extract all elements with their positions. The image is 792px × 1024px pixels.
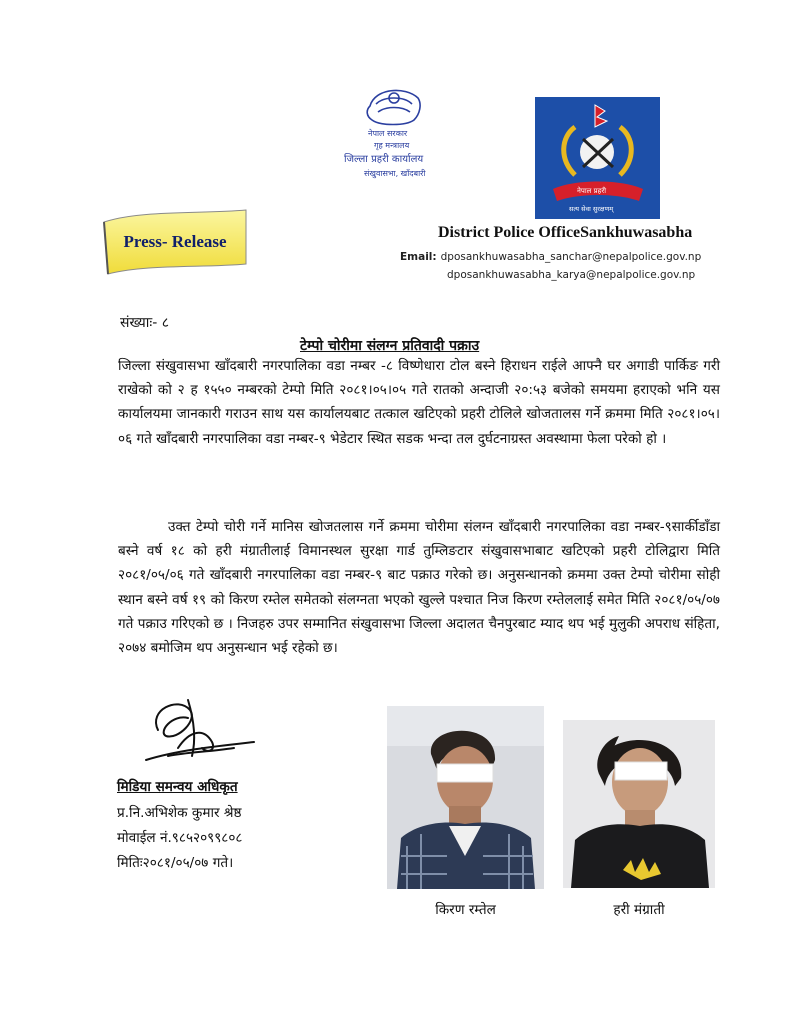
document-title: टेम्पो चोरीमा संलग्न प्रतिवादी पक्राउ [300,338,480,354]
email-line-1 [400,251,740,263]
signatory-name: प्र.नि.अभिशेक कुमार श्रेष्ठ [117,805,242,821]
body-paragraph-1: जिल्ला संखुवासभा खाँदबारी नगरपालिका वडा नम्बर -८ विष्णेधारा टोल बस्ने हिराधन राईले आफ्नै घर अगाडी पार्किङ गरी राखेको को २ ह १५५० नम्बरको टेम्पो मिति २०८१।०५।०५ गते रातको अन्दाजी २०:५३ बजेको समयमा हराएको भनि यस कार्यालयमा जानकारी गराउन साथ यस कार्यालयबाट तत्काल खटिएको प्रहरी टोलिले खोजतालस गर्ने क्रममा मिति २०८१।०५।०६ गते खाँदबारी नगरपालिका वडा नम्बर-९ भेडेटार स्थित सडक भन्दा तल दुर्घटनाग्रस्त अवस्थामा फेला परेको हो । [118,358,720,447]
seal-text-2: गृह मन्त्रालय [374,141,410,150]
press-release-label: Press- Release [123,232,227,251]
signatory-role: मिडिया समन्वय अधिकृत [117,779,238,795]
government-seal-logo [330,84,450,190]
signatory-mobile: मोवाईल नं.९८५२०९९८०८ [117,830,243,846]
police-logo-motto: सत्य सेवा सुरक्षणम् [569,205,614,213]
signatory-date: मितिः२०८१/०५/०७ गते। [117,855,234,871]
body-paragraph-2: उक्त टेम्पो चोरी गर्ने मानिस खोजतलास गर्ने क्रममा चोरीमा संलग्न खाँदबारी नगरपालिका वडा नम्बर-९सार्कीडाँडा बस्ने वर्ष १८ को हरी मंग्रातीलाई विमानस्थल सुरक्षा गार्ड तुम्लिङटार संखुवासभाबाट खटिएको प्रहरी टोलिद्वारा मिति २०८१/०५/०६ गते खाँदबारी नगरपालिका वडा नम्बर-९ बाट पक्राउ गरेको छ। अनुसन्धानको क्रममा उक्त टेम्पो चोरीमा सोही स्थान बस्ने वर्ष १९ को किरण रम्तेल समेतको संलग्नता भएको खुल्ले पश्चात निज किरण रम्तेललाई समेत मिति २०८१/०५/०७ गते पक्राउ गरिएको छ । निजहरु उपर सम्मानित संखुवासभा जिल्ला अदालत चैनपुरबाट म्याद थप भई मुलुकी अपराध संहिता, २०७४ बमोजिम थप अनुसन्धान भई रहेको छ। [118,519,720,657]
email-label: Email: [400,251,437,263]
photo-caption-1: किरण रम्तेल [435,902,496,918]
seal-text-4: संखुवासभा, खाँदबारी [364,169,426,178]
email-address-2[interactable]: dposankhuwasabha_karya@nepalpolice.gov.np [447,269,696,281]
reference-number: संख्याः- ८ [120,315,170,331]
police-logo-text: नेपाल प्रहरी [577,187,607,195]
office-title: District Police OfficeSankhuwasabha [438,224,693,241]
seal-text-3: जिल्ला प्रहरी कार्यालय [344,154,424,165]
signature [138,690,258,768]
photo-caption-2: हरी मंग्राती [613,902,665,918]
suspect-photo-2 [563,720,715,888]
seal-text-1: नेपाल सरकार [368,129,408,138]
nepal-police-logo [535,97,660,219]
suspect-photo-1 [387,706,544,889]
press-release-banner [100,208,250,276]
email-address-1[interactable]: dposankhuwasabha_sanchar@nepalpolice.gov.np [440,251,702,263]
